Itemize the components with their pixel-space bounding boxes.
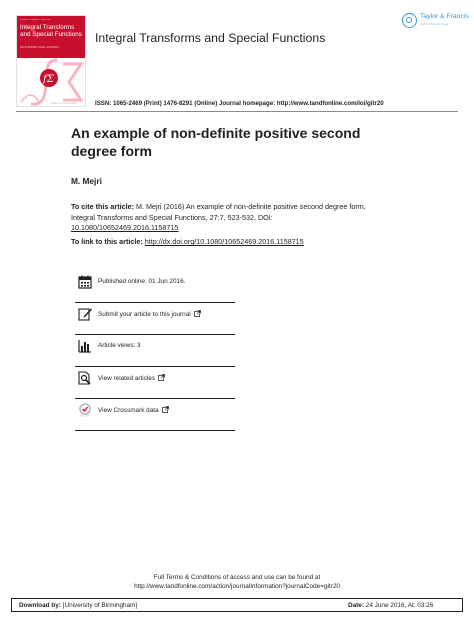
crossmark-icon <box>78 403 92 417</box>
link-label: To link to this article: <box>71 237 145 246</box>
cover-volume-line: Volume 27 Number 7 July 2016 <box>20 19 51 21</box>
bar-chart-icon <box>78 339 92 353</box>
related-articles-link[interactable] <box>98 374 165 382</box>
publisher-logo[interactable] <box>402 13 470 29</box>
journal-cover <box>16 15 86 107</box>
download-date <box>348 602 433 609</box>
date-label: Date: <box>348 602 364 609</box>
download-info-box <box>11 598 463 612</box>
cover-title: Integral Transforms and Special Functions <box>20 24 82 38</box>
download-by <box>19 602 137 609</box>
terms-url[interactable]: http://www.tandfonline.com/action/journalInformation?journalCode=gitr20 <box>134 583 340 590</box>
download-value: [University of Birmingham] <box>60 602 138 609</box>
svg-text:fΣ: fΣ <box>43 74 54 85</box>
article-info-list <box>75 271 235 431</box>
cite-doi-link[interactable]: 10.1080/10652469.2016.1158715 <box>71 223 179 232</box>
article-author: M. Mejri <box>71 176 102 186</box>
submit-article-text[interactable]: Submit your article to this journal <box>98 311 191 318</box>
cite-label: To cite this article: <box>71 202 134 211</box>
publisher-tagline: Taylor & Francis Group <box>420 22 449 26</box>
related-articles-text[interactable]: View related articles <box>98 375 156 382</box>
article-views-text: Article views: 3 <box>98 342 141 349</box>
article-doi-link[interactable]: http://dx.doi.org/10.1080/10652469.2016.1158715 <box>144 237 304 246</box>
issn-line[interactable]: ISSN: 1065-2469 (Print) 1476-8291 (Online) Journal homepage: http://www.tandfonline.com/loi/gitr20 <box>95 100 384 107</box>
header-divider <box>16 111 458 112</box>
related-articles-item[interactable] <box>75 367 235 399</box>
crossmark-text[interactable]: View Crossmark data <box>98 407 159 414</box>
calendar-icon <box>78 275 92 289</box>
article-link-row <box>71 237 304 246</box>
search-document-icon <box>78 371 92 385</box>
published-online-text: Published online: 01 Jun 2016. <box>98 278 186 285</box>
external-link-icon <box>158 374 165 381</box>
published-online-item <box>75 271 235 303</box>
publisher-name: Taylor & Francis <box>420 13 469 20</box>
cover-subtitle: AN INTERNATIONAL JOURNAL <box>20 46 60 49</box>
submit-article-link[interactable] <box>98 310 201 318</box>
journal-title: Integral Transforms and Special Functions <box>95 31 326 45</box>
cover-publisher-mark: Taylor & Francis Group <box>51 102 77 105</box>
download-label: Download by: <box>19 602 61 609</box>
article-title: An example of non-definite positive second degree form <box>71 125 361 159</box>
article-views-item <box>75 335 235 367</box>
terms-line: Full Terms & Conditions of access and use can be found at <box>153 574 321 581</box>
crossmark-item[interactable] <box>75 399 235 431</box>
submit-article-item[interactable] <box>75 303 235 335</box>
edit-icon <box>78 307 92 321</box>
date-value: 24 June 2016, At: 03:26 <box>363 602 434 609</box>
cover-formula-art <box>17 58 86 107</box>
publisher-logo-icon <box>402 13 417 28</box>
citation-block <box>71 202 371 234</box>
external-link-icon <box>162 406 169 413</box>
external-link-icon <box>194 310 201 317</box>
cite-text: M. Mejri (2016) An example of non-definite positive second degree form, Integral Transforms and Special Functions, 27:7, 523-532, DOI: <box>71 202 366 222</box>
crossmark-link[interactable] <box>98 406 169 414</box>
